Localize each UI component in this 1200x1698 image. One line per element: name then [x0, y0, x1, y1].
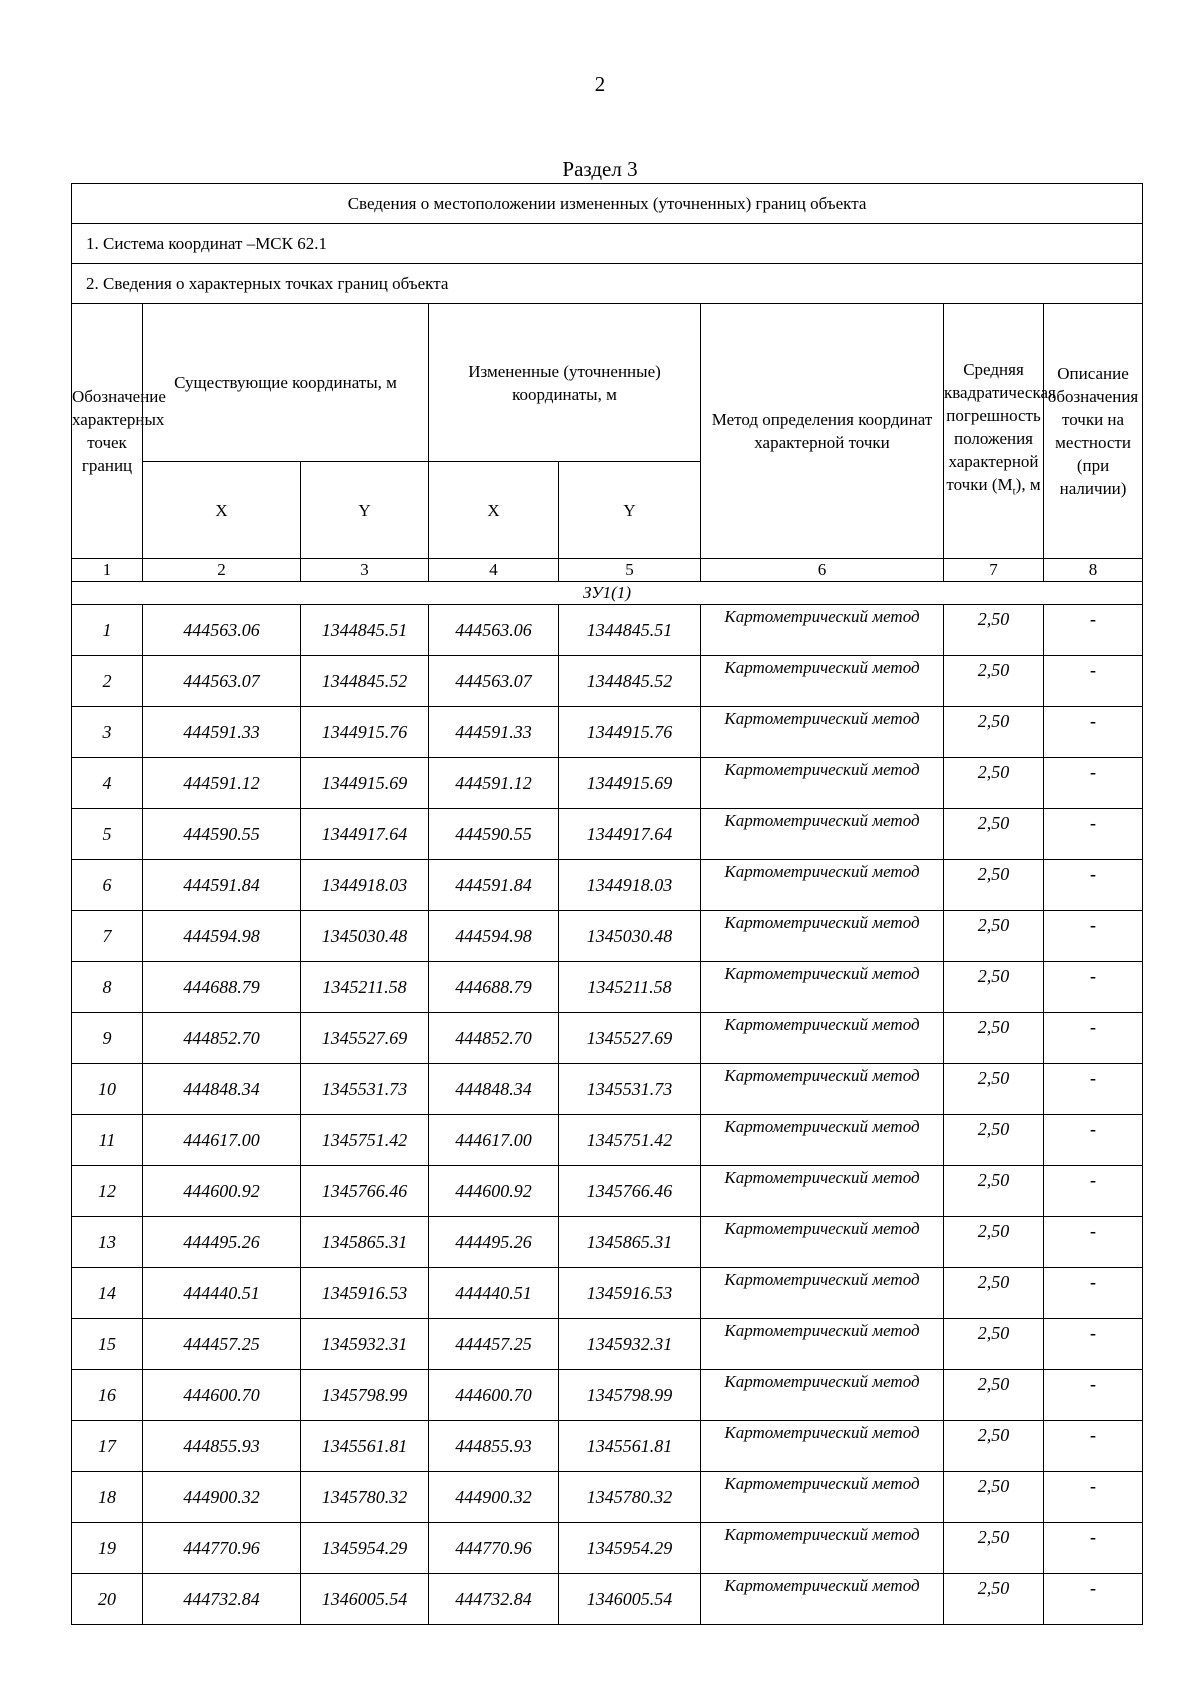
changed-y-cell: 1344917.64 — [559, 809, 701, 860]
column-number: 7 — [944, 559, 1044, 582]
changed-x-cell: 444732.84 — [429, 1574, 559, 1625]
changed-x-cell: 444440.51 — [429, 1268, 559, 1319]
table-row — [72, 1064, 1143, 1115]
changed-x-cell: 444457.25 — [429, 1319, 559, 1370]
changed-y-cell: 1345865.31 — [559, 1217, 701, 1268]
table-row — [72, 1217, 1143, 1268]
description-cell: - — [1044, 1166, 1143, 1217]
method-cell: Картометрический метод — [701, 656, 944, 707]
method-cell: Картометрический метод — [701, 707, 944, 758]
changed-x-cell: 444600.92 — [429, 1166, 559, 1217]
changed-x-cell: 444600.70 — [429, 1370, 559, 1421]
existing-x-cell: 444600.70 — [143, 1370, 301, 1421]
mse-cell: 2,50 — [944, 1523, 1044, 1574]
method-cell: Картометрический метод — [701, 758, 944, 809]
header-changed-coords: Измененные (уточненные) координаты, м — [429, 304, 701, 462]
header-mse — [944, 304, 1056, 559]
table-row — [72, 1523, 1143, 1574]
existing-y-cell: 1344845.51 — [301, 605, 429, 656]
header-method: Метод определения координат характерной точки — [701, 304, 944, 559]
existing-y-cell: 1345527.69 — [301, 1013, 429, 1064]
changed-x-cell: 444591.12 — [429, 758, 559, 809]
changed-x-cell: 444594.98 — [429, 911, 559, 962]
mse-cell: 2,50 — [944, 758, 1044, 809]
existing-x-cell: 444732.84 — [143, 1574, 301, 1625]
header-designation: Обозначение характерных точек границ — [72, 304, 143, 559]
existing-x-cell: 444591.33 — [143, 707, 301, 758]
existing-x-cell: 444563.06 — [143, 605, 301, 656]
existing-y-cell: 1345954.29 — [301, 1523, 429, 1574]
table-row — [72, 758, 1143, 809]
description-cell: - — [1044, 1064, 1143, 1115]
mse-cell: 2,50 — [944, 911, 1044, 962]
method-cell: Картометрический метод — [701, 809, 944, 860]
table-caption: Сведения о местоположении измененных (уточненных) границ объекта — [72, 184, 1143, 224]
changed-x-cell: 444848.34 — [429, 1064, 559, 1115]
changed-y-cell: 1345030.48 — [559, 911, 701, 962]
changed-x-cell: 444563.06 — [429, 605, 559, 656]
header-existing-coords: Существующие координаты, м — [143, 304, 429, 462]
table-row — [72, 809, 1143, 860]
column-number: 3 — [301, 559, 429, 582]
point-number-cell: 13 — [72, 1217, 143, 1268]
changed-y-cell: 1345916.53 — [559, 1268, 701, 1319]
table-row — [72, 1421, 1143, 1472]
mse-cell: 2,50 — [944, 1268, 1044, 1319]
table-row — [72, 1574, 1143, 1625]
table-row — [72, 656, 1143, 707]
existing-y-cell: 1346005.54 — [301, 1574, 429, 1625]
mse-cell: 2,50 — [944, 605, 1044, 656]
changed-y-cell: 1345798.99 — [559, 1370, 701, 1421]
existing-y-cell: 1345780.32 — [301, 1472, 429, 1523]
mse-cell: 2,50 — [944, 1217, 1044, 1268]
table-row — [72, 707, 1143, 758]
header-changed-y: Y — [559, 462, 701, 559]
point-number-cell: 1 — [72, 605, 143, 656]
point-number-cell: 15 — [72, 1319, 143, 1370]
table-row — [72, 1370, 1143, 1421]
existing-y-cell: 1345865.31 — [301, 1217, 429, 1268]
description-cell: - — [1044, 911, 1143, 962]
changed-x-cell: 444900.32 — [429, 1472, 559, 1523]
mse-cell: 2,50 — [944, 1472, 1044, 1523]
description-cell: - — [1044, 1268, 1143, 1319]
table-row — [72, 605, 1143, 656]
existing-y-cell: 1345766.46 — [301, 1166, 429, 1217]
changed-y-cell: 1345751.42 — [559, 1115, 701, 1166]
description-cell: - — [1044, 1115, 1143, 1166]
section-title: Раздел 3 — [562, 157, 638, 181]
changed-y-cell: 1345527.69 — [559, 1013, 701, 1064]
description-cell: - — [1044, 1370, 1143, 1421]
point-number-cell: 17 — [72, 1421, 143, 1472]
point-number-cell: 4 — [72, 758, 143, 809]
mse-cell: 2,50 — [944, 707, 1044, 758]
description-cell: - — [1044, 860, 1143, 911]
changed-x-cell: 444855.93 — [429, 1421, 559, 1472]
point-number-cell: 10 — [72, 1064, 143, 1115]
mse-cell: 2,50 — [944, 1166, 1044, 1217]
method-cell: Картометрический метод — [701, 1166, 944, 1217]
mse-cell: 2,50 — [944, 962, 1044, 1013]
existing-x-cell: 444617.00 — [143, 1115, 301, 1166]
description-cell: - — [1044, 1421, 1143, 1472]
column-number: 2 — [143, 559, 301, 582]
existing-x-cell: 444457.25 — [143, 1319, 301, 1370]
description-cell: - — [1044, 605, 1143, 656]
method-cell: Картометрический метод — [701, 1421, 944, 1472]
changed-y-cell: 1345561.81 — [559, 1421, 701, 1472]
header-changed-x: X — [429, 462, 559, 559]
page-number: 2 — [594, 72, 606, 96]
method-cell: Картометрический метод — [701, 1064, 944, 1115]
description-cell: - — [1044, 1574, 1143, 1625]
method-cell: Картометрический метод — [701, 1370, 944, 1421]
table-row — [72, 1472, 1143, 1523]
changed-y-cell: 1344915.76 — [559, 707, 701, 758]
existing-x-cell: 444594.98 — [143, 911, 301, 962]
table-row — [72, 1013, 1143, 1064]
existing-x-cell: 444900.32 — [143, 1472, 301, 1523]
description-cell: - — [1044, 1523, 1143, 1574]
column-number: 6 — [701, 559, 944, 582]
changed-y-cell: 1345531.73 — [559, 1064, 701, 1115]
method-cell: Картометрический метод — [701, 1472, 944, 1523]
method-cell: Картометрический метод — [701, 860, 944, 911]
method-cell: Картометрический метод — [701, 1319, 944, 1370]
description-cell: - — [1044, 1013, 1143, 1064]
header-mse-sub: t — [1012, 485, 1016, 498]
existing-x-cell: 444591.12 — [143, 758, 301, 809]
mse-cell: 2,50 — [944, 1421, 1044, 1472]
changed-y-cell: 1345766.46 — [559, 1166, 701, 1217]
table-row — [72, 962, 1143, 1013]
existing-y-cell: 1344915.76 — [301, 707, 429, 758]
description-cell: - — [1044, 758, 1143, 809]
existing-x-cell: 444852.70 — [143, 1013, 301, 1064]
table-row — [72, 860, 1143, 911]
existing-x-cell: 444440.51 — [143, 1268, 301, 1319]
existing-y-cell: 1345211.58 — [301, 962, 429, 1013]
column-number: 5 — [559, 559, 701, 582]
mse-cell: 2,50 — [944, 1370, 1044, 1421]
existing-x-cell: 444770.96 — [143, 1523, 301, 1574]
description-cell: - — [1044, 707, 1143, 758]
existing-y-cell: 1345932.31 — [301, 1319, 429, 1370]
point-number-cell: 18 — [72, 1472, 143, 1523]
existing-x-cell: 444688.79 — [143, 962, 301, 1013]
coordinate-system: 1. Система координат –МСК 62.1 — [72, 224, 1143, 264]
header-mse-prefix: Средняя квадратическая погрешность положения характерной точки (M — [944, 360, 1056, 495]
existing-x-cell: 444495.26 — [143, 1217, 301, 1268]
existing-x-cell: 444563.07 — [143, 656, 301, 707]
point-number-cell: 5 — [72, 809, 143, 860]
existing-y-cell: 1345916.53 — [301, 1268, 429, 1319]
point-number-cell: 8 — [72, 962, 143, 1013]
existing-x-cell: 444600.92 — [143, 1166, 301, 1217]
changed-x-cell: 444495.26 — [429, 1217, 559, 1268]
changed-y-cell: 1344845.51 — [559, 605, 701, 656]
point-number-cell: 12 — [72, 1166, 143, 1217]
mse-cell: 2,50 — [944, 1115, 1044, 1166]
header-existing-x: X — [143, 462, 301, 559]
group-label: ЗУ1(1) — [72, 582, 1143, 605]
point-number-cell: 20 — [72, 1574, 143, 1625]
description-cell: - — [1044, 1472, 1143, 1523]
method-cell: Картометрический метод — [701, 911, 944, 962]
existing-y-cell: 1344845.52 — [301, 656, 429, 707]
existing-y-cell: 1345561.81 — [301, 1421, 429, 1472]
boundary-points-table — [71, 183, 1143, 1625]
mse-cell: 2,50 — [944, 1013, 1044, 1064]
mse-cell: 2,50 — [944, 809, 1044, 860]
method-cell: Картометрический метод — [701, 1217, 944, 1268]
changed-y-cell: 1344845.52 — [559, 656, 701, 707]
point-number-cell: 16 — [72, 1370, 143, 1421]
description-cell: - — [1044, 809, 1143, 860]
method-cell: Картометрический метод — [701, 962, 944, 1013]
column-numbers-row — [72, 559, 1143, 582]
mse-cell: 2,50 — [944, 656, 1044, 707]
changed-x-cell: 444590.55 — [429, 809, 559, 860]
description-cell: - — [1044, 962, 1143, 1013]
table-row — [72, 911, 1143, 962]
description-cell: - — [1044, 1319, 1143, 1370]
existing-x-cell: 444848.34 — [143, 1064, 301, 1115]
existing-x-cell: 444590.55 — [143, 809, 301, 860]
changed-x-cell: 444770.96 — [429, 1523, 559, 1574]
changed-x-cell: 444591.33 — [429, 707, 559, 758]
description-cell: - — [1044, 656, 1143, 707]
point-number-cell: 14 — [72, 1268, 143, 1319]
changed-y-cell: 1346005.54 — [559, 1574, 701, 1625]
table-row — [72, 1166, 1143, 1217]
point-number-cell: 11 — [72, 1115, 143, 1166]
mse-cell: 2,50 — [944, 1574, 1044, 1625]
method-cell: Картометрический метод — [701, 1574, 944, 1625]
existing-x-cell: 444855.93 — [143, 1421, 301, 1472]
mse-cell: 2,50 — [944, 860, 1044, 911]
point-number-cell: 7 — [72, 911, 143, 962]
mse-cell: 2,50 — [944, 1319, 1044, 1370]
existing-x-cell: 444591.84 — [143, 860, 301, 911]
point-number-cell: 2 — [72, 656, 143, 707]
existing-y-cell: 1345751.42 — [301, 1115, 429, 1166]
header-existing-y: Y — [301, 462, 429, 559]
changed-y-cell: 1344918.03 — [559, 860, 701, 911]
existing-y-cell: 1345030.48 — [301, 911, 429, 962]
header-description: Описание обозначения точки на местности (при наличии) — [1044, 304, 1143, 559]
point-number-cell: 19 — [72, 1523, 143, 1574]
changed-x-cell: 444688.79 — [429, 962, 559, 1013]
column-number: 1 — [72, 559, 143, 582]
changed-x-cell: 444617.00 — [429, 1115, 559, 1166]
point-number-cell: 9 — [72, 1013, 143, 1064]
method-cell: Картометрический метод — [701, 1268, 944, 1319]
changed-x-cell: 444591.84 — [429, 860, 559, 911]
table-row — [72, 1319, 1143, 1370]
table-row — [72, 1268, 1143, 1319]
point-number-cell: 3 — [72, 707, 143, 758]
points-heading: 2. Сведения о характерных точках границ объекта — [72, 264, 1143, 304]
method-cell: Картометрический метод — [701, 1115, 944, 1166]
mse-cell: 2,50 — [944, 1064, 1044, 1115]
changed-x-cell: 444852.70 — [429, 1013, 559, 1064]
existing-y-cell: 1345798.99 — [301, 1370, 429, 1421]
method-cell: Картометрический метод — [701, 1523, 944, 1574]
column-number: 4 — [429, 559, 559, 582]
existing-y-cell: 1344918.03 — [301, 860, 429, 911]
changed-y-cell: 1345211.58 — [559, 962, 701, 1013]
method-cell: Картометрический метод — [701, 1013, 944, 1064]
table-row — [72, 1115, 1143, 1166]
changed-y-cell: 1345932.31 — [559, 1319, 701, 1370]
header-mse-suffix: ), м — [1015, 475, 1041, 495]
method-cell: Картометрический метод — [701, 605, 944, 656]
changed-x-cell: 444563.07 — [429, 656, 559, 707]
changed-y-cell: 1345954.29 — [559, 1523, 701, 1574]
existing-y-cell: 1344915.69 — [301, 758, 429, 809]
existing-y-cell: 1345531.73 — [301, 1064, 429, 1115]
changed-y-cell: 1344915.69 — [559, 758, 701, 809]
point-number-cell: 6 — [72, 860, 143, 911]
changed-y-cell: 1345780.32 — [559, 1472, 701, 1523]
existing-y-cell: 1344917.64 — [301, 809, 429, 860]
description-cell: - — [1044, 1217, 1143, 1268]
column-number: 8 — [1044, 559, 1143, 582]
